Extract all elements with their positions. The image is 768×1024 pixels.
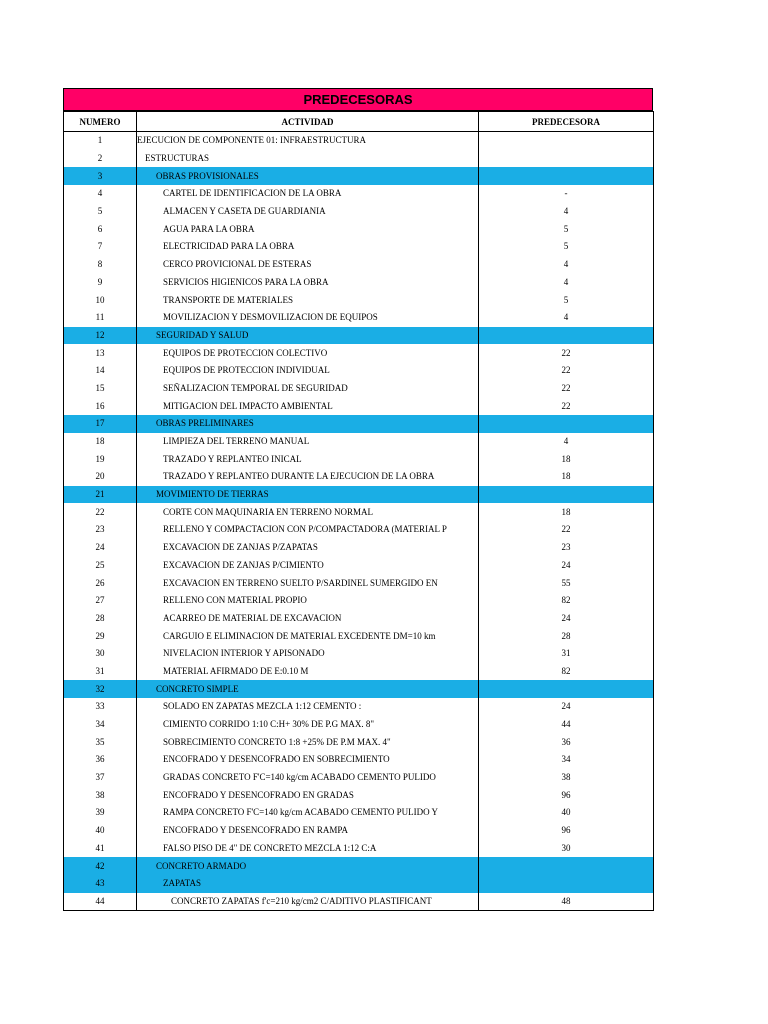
- numero-cell[interactable]: 43: [64, 875, 137, 893]
- predecesora-cell[interactable]: 36: [479, 733, 654, 751]
- actividad-cell[interactable]: EXCAVACION DE ZANJAS P/ZAPATAS: [137, 539, 479, 557]
- predecesora-cell[interactable]: 22: [479, 521, 654, 539]
- actividad-cell[interactable]: CORTE CON MAQUINARIA EN TERRENO NORMAL: [137, 503, 479, 521]
- table-row[interactable]: [64, 468, 654, 486]
- actividad-cell[interactable]: MATERIAL AFIRMADO DE E:0.10 M: [137, 663, 479, 681]
- predecesora-cell[interactable]: [479, 167, 654, 185]
- table-row[interactable]: [64, 415, 654, 433]
- numero-cell[interactable]: 9: [64, 274, 137, 292]
- table-row[interactable]: [64, 167, 654, 185]
- predecesora-cell[interactable]: [479, 150, 654, 168]
- numero-cell[interactable]: 36: [64, 751, 137, 769]
- numero-cell[interactable]: 39: [64, 804, 137, 822]
- numero-cell[interactable]: 25: [64, 557, 137, 575]
- numero-cell[interactable]: 37: [64, 769, 137, 787]
- actividad-cell[interactable]: CERCO PROVICIONAL DE ESTERAS: [137, 256, 479, 274]
- actividad-cell[interactable]: RELLENO Y COMPACTACION CON P/COMPACTADORA (MATERIAL P: [137, 521, 479, 539]
- predecesora-cell[interactable]: 34: [479, 751, 654, 769]
- numero-cell[interactable]: 40: [64, 822, 137, 840]
- table-row[interactable]: [64, 291, 654, 309]
- numero-cell[interactable]: 24: [64, 539, 137, 557]
- predecesora-cell[interactable]: 18: [479, 468, 654, 486]
- table-row[interactable]: [64, 450, 654, 468]
- predecesora-cell[interactable]: 96: [479, 822, 654, 840]
- numero-cell[interactable]: 1: [64, 132, 137, 150]
- table-row[interactable]: [64, 857, 654, 875]
- actividad-cell[interactable]: TRANSPORTE DE MATERIALES: [137, 291, 479, 309]
- sheet-title: PREDECESORAS: [63, 88, 653, 111]
- table-row[interactable]: [64, 574, 654, 592]
- numero-cell[interactable]: 26: [64, 574, 137, 592]
- predecesora-cell[interactable]: 5: [479, 238, 654, 256]
- table-row[interactable]: [64, 309, 654, 327]
- predecesora-cell[interactable]: -: [479, 185, 654, 203]
- numero-cell[interactable]: 16: [64, 397, 137, 415]
- predecesora-cell[interactable]: 5: [479, 220, 654, 238]
- predecesora-cell[interactable]: 4: [479, 256, 654, 274]
- actividad-cell[interactable]: SEÑALIZACION TEMPORAL DE SEGURIDAD: [137, 380, 479, 398]
- table-row[interactable]: [64, 132, 654, 150]
- numero-cell[interactable]: 8: [64, 256, 137, 274]
- table-row[interactable]: [64, 663, 654, 681]
- table-row[interactable]: [64, 733, 654, 751]
- actividad-cell[interactable]: OBRAS PROVISIONALES: [137, 167, 479, 185]
- header-predecesora: PREDECESORA: [479, 112, 654, 132]
- table-row[interactable]: [64, 716, 654, 734]
- predecesora-cell[interactable]: 22: [479, 344, 654, 362]
- table-row[interactable]: [64, 521, 654, 539]
- table-row[interactable]: [64, 503, 654, 521]
- numero-cell[interactable]: 42: [64, 857, 137, 875]
- header-numero: NUMERO: [64, 112, 137, 132]
- predecesora-cell[interactable]: 24: [479, 557, 654, 575]
- predecesora-cell[interactable]: 28: [479, 627, 654, 645]
- table-row[interactable]: [64, 220, 654, 238]
- predecesora-cell[interactable]: 23: [479, 539, 654, 557]
- table-row[interactable]: [64, 893, 654, 911]
- predecesora-cell[interactable]: 44: [479, 716, 654, 734]
- actividad-cell[interactable]: TRAZADO Y REPLANTEO INICAL: [137, 450, 479, 468]
- numero-cell[interactable]: 19: [64, 450, 137, 468]
- numero-cell[interactable]: 27: [64, 592, 137, 610]
- numero-cell[interactable]: 44: [64, 893, 137, 911]
- predecesora-cell[interactable]: 24: [479, 610, 654, 628]
- table-row[interactable]: [64, 380, 654, 398]
- table-row[interactable]: [64, 327, 654, 345]
- actividad-cell[interactable]: EJECUCION DE COMPONENTE 01: INFRAESTRUCTURA: [137, 132, 479, 150]
- table-row[interactable]: [64, 627, 654, 645]
- numero-cell[interactable]: 11: [64, 309, 137, 327]
- actividad-cell[interactable]: TRAZADO Y REPLANTEO DURANTE LA EJECUCION DE LA OBRA: [137, 468, 479, 486]
- table-body: [64, 132, 654, 911]
- actividad-cell[interactable]: EQUIPOS DE PROTECCION COLECTIVO: [137, 344, 479, 362]
- actividad-cell[interactable]: CONCRETO ZAPATAS f'c=210 kg/cm2 C/ADITIVO PLASTIFICANT: [137, 893, 479, 911]
- predecesora-cell[interactable]: 4: [479, 309, 654, 327]
- numero-cell[interactable]: 14: [64, 362, 137, 380]
- numero-cell[interactable]: 4: [64, 185, 137, 203]
- actividad-cell[interactable]: CONCRETO ARMADO: [137, 857, 479, 875]
- numero-cell[interactable]: 30: [64, 645, 137, 663]
- actividad-cell[interactable]: EQUIPOS DE PROTECCION INDIVIDUAL: [137, 362, 479, 380]
- predecesora-cell[interactable]: [479, 680, 654, 698]
- table-row[interactable]: [64, 645, 654, 663]
- actividad-cell[interactable]: SOBRECIMIENTO CONCRETO 1:8 +25% DE P.M MAX. 4": [137, 733, 479, 751]
- actividad-cell[interactable]: SOLADO EN ZAPATAS MEZCLA 1:12 CEMENTO :: [137, 698, 479, 716]
- table-row[interactable]: [64, 433, 654, 451]
- actividad-cell[interactable]: RELLENO CON MATERIAL PROPIO: [137, 592, 479, 610]
- actividad-cell[interactable]: ENCOFRADO Y DESENCOFRADO EN GRADAS: [137, 786, 479, 804]
- numero-cell[interactable]: 38: [64, 786, 137, 804]
- predecesora-cell[interactable]: 24: [479, 698, 654, 716]
- actividad-cell[interactable]: CARTEL DE IDENTIFICACION DE LA OBRA: [137, 185, 479, 203]
- actividad-cell[interactable]: ESTRUCTURAS: [137, 150, 479, 168]
- actividad-cell[interactable]: MOVIMIENTO DE TIERRAS: [137, 486, 479, 504]
- table-row[interactable]: [64, 256, 654, 274]
- predecesora-cell[interactable]: 40: [479, 804, 654, 822]
- numero-cell[interactable]: 35: [64, 733, 137, 751]
- actividad-cell[interactable]: AGUA PARA LA OBRA: [137, 220, 479, 238]
- table-row[interactable]: [64, 822, 654, 840]
- predecesora-cell[interactable]: 4: [479, 274, 654, 292]
- predecesora-cell[interactable]: 22: [479, 397, 654, 415]
- actividad-cell[interactable]: NIVELACION INTERIOR Y APISONADO: [137, 645, 479, 663]
- predecesora-cell[interactable]: [479, 857, 654, 875]
- table-row[interactable]: [64, 486, 654, 504]
- numero-cell[interactable]: 3: [64, 167, 137, 185]
- table-row[interactable]: [64, 751, 654, 769]
- actividad-cell[interactable]: EXCAVACION DE ZANJAS P/CIMIENTO: [137, 557, 479, 575]
- numero-cell[interactable]: 33: [64, 698, 137, 716]
- table-row[interactable]: [64, 557, 654, 575]
- actividad-cell[interactable]: RAMPA CONCRETO F'C=140 kg/cm ACABADO CEMENTO PULIDO Y: [137, 804, 479, 822]
- table-row[interactable]: [64, 698, 654, 716]
- predecesora-cell[interactable]: 38: [479, 769, 654, 787]
- predecesora-cell[interactable]: 31: [479, 645, 654, 663]
- predecesora-cell[interactable]: 82: [479, 592, 654, 610]
- spreadsheet: [63, 88, 653, 911]
- actividad-cell[interactable]: ZAPATAS: [137, 875, 479, 893]
- predecesora-cell[interactable]: [479, 875, 654, 893]
- numero-cell[interactable]: 17: [64, 415, 137, 433]
- predecesora-cell[interactable]: 4: [479, 203, 654, 221]
- numero-cell[interactable]: 7: [64, 238, 137, 256]
- numero-cell[interactable]: 21: [64, 486, 137, 504]
- table-row[interactable]: [64, 592, 654, 610]
- table-row[interactable]: [64, 786, 654, 804]
- predecesora-cell[interactable]: 22: [479, 380, 654, 398]
- table-row[interactable]: [64, 539, 654, 557]
- numero-cell[interactable]: 13: [64, 344, 137, 362]
- actividad-cell[interactable]: ALMACEN Y CASETA DE GUARDIANIA: [137, 203, 479, 221]
- predecessor-table: [63, 111, 654, 911]
- header-actividad: ACTIVIDAD: [137, 112, 479, 132]
- actividad-cell[interactable]: ACARREO DE MATERIAL DE EXCAVACION: [137, 610, 479, 628]
- numero-cell[interactable]: 23: [64, 521, 137, 539]
- actividad-cell[interactable]: SEGURIDAD Y SALUD: [137, 327, 479, 345]
- numero-cell[interactable]: 10: [64, 291, 137, 309]
- numero-cell[interactable]: 28: [64, 610, 137, 628]
- actividad-cell[interactable]: SERVICIOS HIGIENICOS PARA LA OBRA: [137, 274, 479, 292]
- table-row[interactable]: [64, 203, 654, 221]
- predecesora-cell[interactable]: 18: [479, 450, 654, 468]
- predecesora-cell[interactable]: 48: [479, 893, 654, 911]
- table-row[interactable]: [64, 344, 654, 362]
- table-row[interactable]: [64, 610, 654, 628]
- actividad-cell[interactable]: ELECTRICIDAD PARA LA OBRA: [137, 238, 479, 256]
- predecesora-cell[interactable]: 30: [479, 840, 654, 858]
- header-row: [64, 112, 654, 132]
- predecesora-cell[interactable]: [479, 132, 654, 150]
- predecesora-cell[interactable]: 96: [479, 786, 654, 804]
- predecesora-cell[interactable]: [479, 486, 654, 504]
- actividad-cell[interactable]: LIMPIEZA DEL TERRENO MANUAL: [137, 433, 479, 451]
- actividad-cell[interactable]: CIMIENTO CORRIDO 1:10 C:H+ 30% DE P.G MAX. 8": [137, 716, 479, 734]
- numero-cell[interactable]: 20: [64, 468, 137, 486]
- actividad-cell[interactable]: CARGUIO E ELIMINACION DE MATERIAL EXCEDENTE DM=10 km: [137, 627, 479, 645]
- predecesora-cell[interactable]: 5: [479, 291, 654, 309]
- actividad-cell[interactable]: EXCAVACION EN TERRENO SUELTO P/SARDINEL SUMERGIDO EN: [137, 574, 479, 592]
- numero-cell[interactable]: 15: [64, 380, 137, 398]
- numero-cell[interactable]: 31: [64, 663, 137, 681]
- numero-cell[interactable]: 29: [64, 627, 137, 645]
- predecesora-cell[interactable]: 4: [479, 433, 654, 451]
- numero-cell[interactable]: 18: [64, 433, 137, 451]
- predecesora-cell[interactable]: 82: [479, 663, 654, 681]
- numero-cell[interactable]: 22: [64, 503, 137, 521]
- table-row[interactable]: [64, 680, 654, 698]
- table-row[interactable]: [64, 150, 654, 168]
- actividad-cell[interactable]: OBRAS PRELIMINARES: [137, 415, 479, 433]
- numero-cell[interactable]: 6: [64, 220, 137, 238]
- numero-cell[interactable]: 41: [64, 840, 137, 858]
- table-row[interactable]: [64, 274, 654, 292]
- table-row[interactable]: [64, 804, 654, 822]
- table-row[interactable]: [64, 362, 654, 380]
- actividad-cell[interactable]: ENCOFRADO Y DESENCOFRADO EN RAMPA: [137, 822, 479, 840]
- actividad-cell[interactable]: MITIGACION DEL IMPACTO AMBIENTAL: [137, 397, 479, 415]
- actividad-cell[interactable]: CONCRETO SIMPLE: [137, 680, 479, 698]
- table-row[interactable]: [64, 185, 654, 203]
- numero-cell[interactable]: 12: [64, 327, 137, 345]
- predecesora-cell[interactable]: [479, 415, 654, 433]
- table-row[interactable]: [64, 769, 654, 787]
- numero-cell[interactable]: 2: [64, 150, 137, 168]
- table-row[interactable]: [64, 840, 654, 858]
- table-row[interactable]: [64, 238, 654, 256]
- actividad-cell[interactable]: MOVILIZACION Y DESMOVILIZACION DE EQUIPOS: [137, 309, 479, 327]
- table-row[interactable]: [64, 875, 654, 893]
- predecesora-cell[interactable]: 22: [479, 362, 654, 380]
- predecesora-cell[interactable]: 18: [479, 503, 654, 521]
- actividad-cell[interactable]: GRADAS CONCRETO F'C=140 kg/cm ACABADO CEMENTO PULIDO: [137, 769, 479, 787]
- predecesora-cell[interactable]: 55: [479, 574, 654, 592]
- actividad-cell[interactable]: ENCOFRADO Y DESENCOFRADO EN SOBRECIMIENTO: [137, 751, 479, 769]
- table-row[interactable]: [64, 397, 654, 415]
- numero-cell[interactable]: 5: [64, 203, 137, 221]
- numero-cell[interactable]: 34: [64, 716, 137, 734]
- numero-cell[interactable]: 32: [64, 680, 137, 698]
- predecesora-cell[interactable]: [479, 327, 654, 345]
- actividad-cell[interactable]: FALSO PISO DE 4" DE CONCRETO MEZCLA 1:12 C:A: [137, 840, 479, 858]
